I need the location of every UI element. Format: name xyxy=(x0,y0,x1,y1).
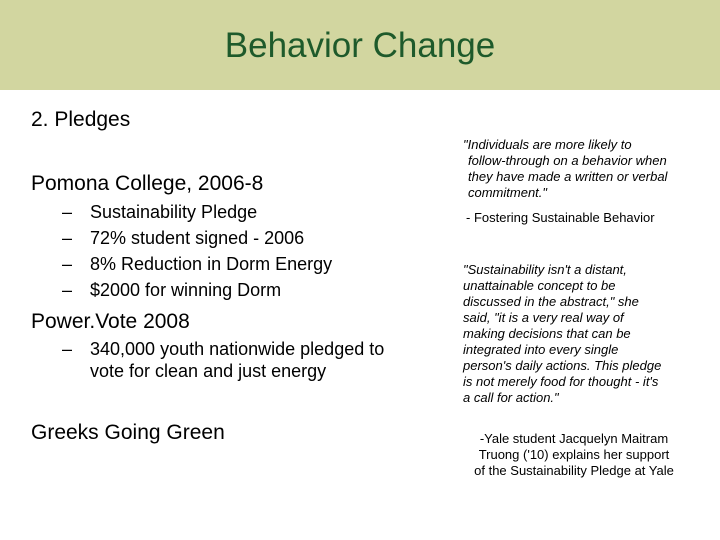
pomona-item xyxy=(62,228,304,249)
powervote-item-text: 340,000 youth nationwide pledged to xyxy=(90,339,385,359)
slide-subtitle: 2. Pledges xyxy=(31,108,131,131)
bullet-dash: – xyxy=(62,202,73,222)
pomona-item-text: $2000 for winning Dorm xyxy=(90,280,282,300)
powervote-item-continuation: vote for clean and just energy xyxy=(90,361,327,381)
slide-title: Behavior Change xyxy=(224,26,496,65)
quote-fostering xyxy=(463,137,703,201)
pomona-heading: Pomona College, 2006-8 xyxy=(31,172,264,195)
quote-line: "Sustainability isn't a distant, xyxy=(463,262,627,277)
pomona-item xyxy=(62,280,281,301)
bullet-dash: – xyxy=(62,280,73,300)
quote-line: they have made a written or verbal xyxy=(468,169,668,184)
attribution-line: Truong ('10) explains her support xyxy=(478,447,670,462)
attribution-fostering: - Fostering Sustainable Behavior xyxy=(466,210,655,225)
quote-line: "Individuals are more likely to xyxy=(463,137,632,152)
pomona-item-text: 8% Reduction in Dorm Energy xyxy=(90,254,333,274)
quote-line: a call for action." xyxy=(463,390,559,405)
greeks-heading: Greeks Going Green xyxy=(31,421,225,444)
attribution-line: of the Sustainability Pledge at Yale xyxy=(474,463,674,478)
quote-line: integrated into every single xyxy=(463,342,619,357)
attribution-yale xyxy=(455,431,693,479)
quote-line: commitment." xyxy=(468,185,548,200)
quote-line: discussed in the abstract," she xyxy=(463,294,639,309)
pomona-item xyxy=(62,202,257,223)
quote-line: unattainable concept to be xyxy=(463,278,616,293)
attribution-line: -Yale student Jacquelyn Maitram xyxy=(479,431,669,446)
quote-line: making decisions that can be xyxy=(463,326,631,341)
bullet-dash: – xyxy=(62,254,73,274)
bullet-dash: – xyxy=(62,228,73,248)
quote-line: is not merely food for thought - it's xyxy=(463,374,659,389)
quote-line: said, "it is a very real way of xyxy=(463,310,624,325)
bullet-dash: – xyxy=(62,339,73,359)
quote-yale xyxy=(463,262,703,406)
quote-line: person's daily actions. This pledge xyxy=(463,358,662,373)
pomona-item-text: 72% student signed - 2006 xyxy=(90,228,305,248)
powervote-item xyxy=(62,339,384,360)
quote-line: follow-through on a behavior when xyxy=(468,153,667,168)
pomona-item-text: Sustainability Pledge xyxy=(90,202,258,222)
powervote-heading: Power.Vote 2008 xyxy=(31,310,190,333)
pomona-item xyxy=(62,254,332,275)
